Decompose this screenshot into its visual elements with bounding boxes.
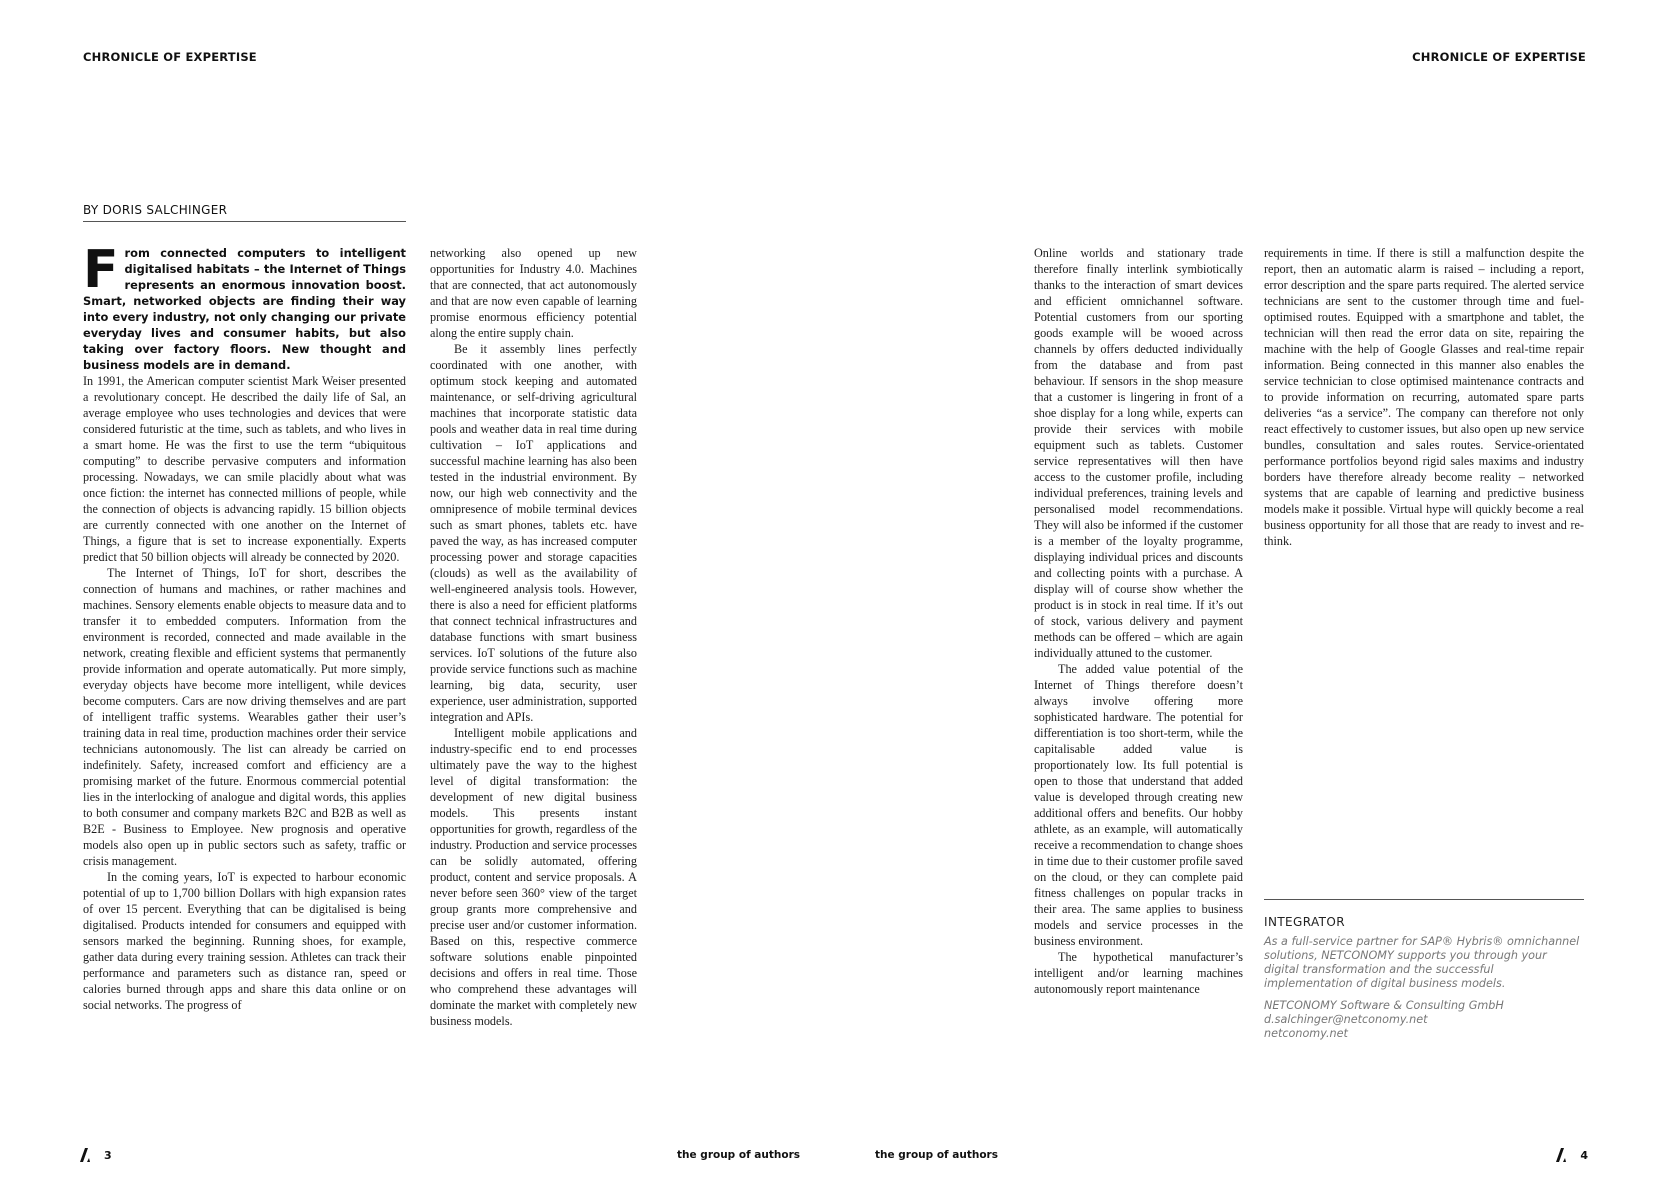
footer-text: the group of authors bbox=[677, 1149, 800, 1161]
integrator-divider bbox=[1264, 899, 1584, 900]
lead-text: rom connected computers to intelligent digitalised habitats – the Internet of Things represents an enormous innovation boost. Smart, networked objects are finding their way into every industry, not only changing our private everyday lives and consumer habits, but also taking over factory floors. New thought and business models are in demand. bbox=[83, 246, 406, 372]
running-head: CHRONICLE OF EXPERTISE bbox=[83, 50, 257, 64]
integrator-description: As a full-service partner for SAP® Hybris® omnichannel solutions, NETCONOMY supports you through your digital transformation and the successful implementation of digital business models. bbox=[1264, 935, 1580, 990]
drop-cap: F bbox=[83, 240, 119, 300]
article-column-1 bbox=[83, 240, 406, 1013]
left-page bbox=[0, 0, 831, 1191]
body-paragraph: Online worlds and stationary trade therefore finally interlink symbiotically thanks to the interaction of smart devices and efficient omnichannel software. Potential customers from our sporting goods example will be wooed across channels by offers deducted individually from the database and from past behaviour. If sensors in the shop measure that a customer is lingering in front of a shoe display for a long while, experts can provide their services with mobile equipment such as tablets. Customer service representatives will then have access to the customer profile, including individual preferences, training levels and personalised model recommendations. They will also be informed if the customer is a member of the loyalty programme, displaying individual prices and discounts and collecting points with a purchase. A display will of course show whether the product is in stock in real time. If it’s out of stock, various delivery and payment methods can be offered – which are again individually attuned to the customer. bbox=[1034, 246, 1243, 660]
body-paragraph: Be it assembly lines perfectly coordinated with one another, with optimum stock keeping and automated maintenance, or self-driving agricultural machines that incorporate statistic data pools and weather data in real time during cultivation – IoT applications and successful machine learning has also been tested in the industrial environment. By now, our high web connectivity and the omnipresence of mobile terminal devices such as smart phones, tablets etc. have paved the way, as has increased computer processing power and storage capacities (clouds) as well as the availability of well-engineered analysis tools. However, there is also a need for efficient platforms that connect technical infrastructures and database functions with smart business services. IoT solutions of the future also provide service functions such as machine learning, big data, security, user experience, user administration, supported integration and APIs. bbox=[430, 342, 637, 724]
body-paragraph: Intelligent mobile applications and industry-specific end to end processes ultimately pave the way to the highest level of digital transformation: the development of new digital business models. This presents instant opportunities for growth, regardless of the industry. Production and service processes can be solidly automated, offering product, content and service proposals. A never before seen 360° view of the target group grants more comprehensive and precise user and/or customer information. Based on this, respective commerce software solutions enable pinpointed decisions and offers in real time. Those who comprehend these advantages will dominate the market with completely new business models. bbox=[430, 726, 637, 1028]
body-paragraph: The Internet of Things, IoT for short, describes the connection of humans and machines, or rather machines and machines. Sensory elements enable objects to measure data and to transfer it to embedded computers. Information from the environment is recorded, connected and made available in the network, creating flexible and efficient systems that permanently provide information and operate automatically. Put more simply, everyday objects have become more intelligent, while devices become computers. Cars are now driving themselves and are part of intelligent traffic systems. Wearables gather their user’s training data in real time, production machines order their service technicians autonomously. The list can already be carried on indefinitely. Safety, increased comfort and efficiency are a promising market of the future. Enormous commercial potential lies in the interlocking of analogue and digital words, this applies to both consumer and company markets B2C and B2B as well as B2E - Business to Employee. New prognosis and operative models also open up in public sectors such as safety, traffic or crisis management. bbox=[83, 566, 406, 868]
slash-logo-icon bbox=[1552, 1147, 1568, 1163]
page-number-value: 4 bbox=[1580, 1148, 1588, 1162]
company-website: netconomy.net bbox=[1264, 1027, 1348, 1040]
body-paragraph: The hypothetical manufacturer’s intelligent and/or learning machines autonomously report maintenance bbox=[1034, 950, 1243, 996]
page-number bbox=[76, 1147, 112, 1163]
page-number-value: 3 bbox=[104, 1148, 112, 1162]
article-column-3 bbox=[1034, 245, 1243, 997]
page-number bbox=[1552, 1147, 1588, 1163]
lead-paragraph bbox=[83, 240, 406, 373]
company-name: NETCONOMY Software & Consulting GmbH bbox=[1264, 999, 1504, 1012]
byline: BY DORIS SALCHINGER bbox=[83, 203, 406, 222]
body-paragraph: In 1991, the American computer scientist Mark Weiser presented a revolutionary concept. He described the daily life of Sal, an average employee who uses technologies and devices that were considered futuristic at the time, such as tablets, and who lives in a smart home. He was the first to use the term “ubiquitous computing” to describe pervasive computers and information processing. Nowadays, we can smile placidly about what was once fiction: the internet has connected millions of people, while the connection of objects is advancing rapidly. 15 billion objects are currently connected with one another on the Internet of Things, a figure that is set to increase exponentially. Experts predict that 50 billion objects will already be connected by 2020. bbox=[83, 374, 406, 564]
body-paragraph: In the coming years, IoT is expected to harbour economic potential of up to 1,700 billion Dollars with high expansion rates of over 15 percent. Everything that can be digitalised is being digitalised. Products intended for consumers and equipped with sensors marked the beginning. Running shoes, for example, gather data during every training session. Athletes can track their performance and parameters such as distance ran, speed or calories burned through apps and share this data online or on social networks. The progress of bbox=[83, 870, 406, 1012]
footer-text: the group of authors bbox=[875, 1149, 998, 1161]
integrator-box bbox=[1264, 915, 1584, 1041]
article-column-4 bbox=[1264, 245, 1584, 549]
right-page bbox=[831, 0, 1663, 1191]
integrator-title: INTEGRATOR bbox=[1264, 915, 1345, 929]
body-paragraph: requirements in time. If there is still a malfunction despite the report, then an automatic alarm is raised – including a report, error description and the spare parts required. The alerted service technicians are sent to the customer through time and fuel-optimised routes. Equipped with a smartphone and tablet, the technician will then read the error data on site, repairing the machine with the help of Google Glasses and real-time repair information. Being connected in this manner also enables the service technician to close optimised maintenance contracts and to provide information on recurring, automated spare parts deliveries “as a service”. The company can therefore not only react effectively to customer issues, but also open up new service bundles, consultation and sales routes. Service-orientated performance portfolios beyond rigid sales maxims and industry borders have therefore already become reality – networked systems that are capable of learning and predictive business models make it possible. Virtual hype will quickly become a real business opportunity for all those that are ready to invest and re-think. bbox=[1264, 246, 1584, 548]
body-paragraph: The added value potential of the Internet of Things therefore doesn’t always involve offering more sophisticated hardware. The potential for differentiation is too short-term, while the capitalisable added value is proportionately low. Its full potential is open to those that understand that added value is developed through creating new additional offers and benefits. Our hobby athlete, as an example, will automatically receive a recommendation to change shoes in time due to their customer profile saved on the cloud, or they can complete paid fitness challenges on popular tracks in their area. The same applies to business models and service processes in the business environment. bbox=[1034, 662, 1243, 948]
integrator-contact bbox=[1264, 999, 1584, 1041]
body-paragraph: networking also opened up new opportunities for Industry 4.0. Machines that are connected, that act autonomously and that are now even capable of learning promise enormous efficiency potential along the entire supply chain. bbox=[430, 246, 637, 340]
slash-logo-icon bbox=[76, 1147, 92, 1163]
contact-email: d.salchinger@netconomy.net bbox=[1264, 1013, 1428, 1026]
running-head: CHRONICLE OF EXPERTISE bbox=[1412, 50, 1586, 64]
article-column-2 bbox=[430, 245, 637, 1029]
